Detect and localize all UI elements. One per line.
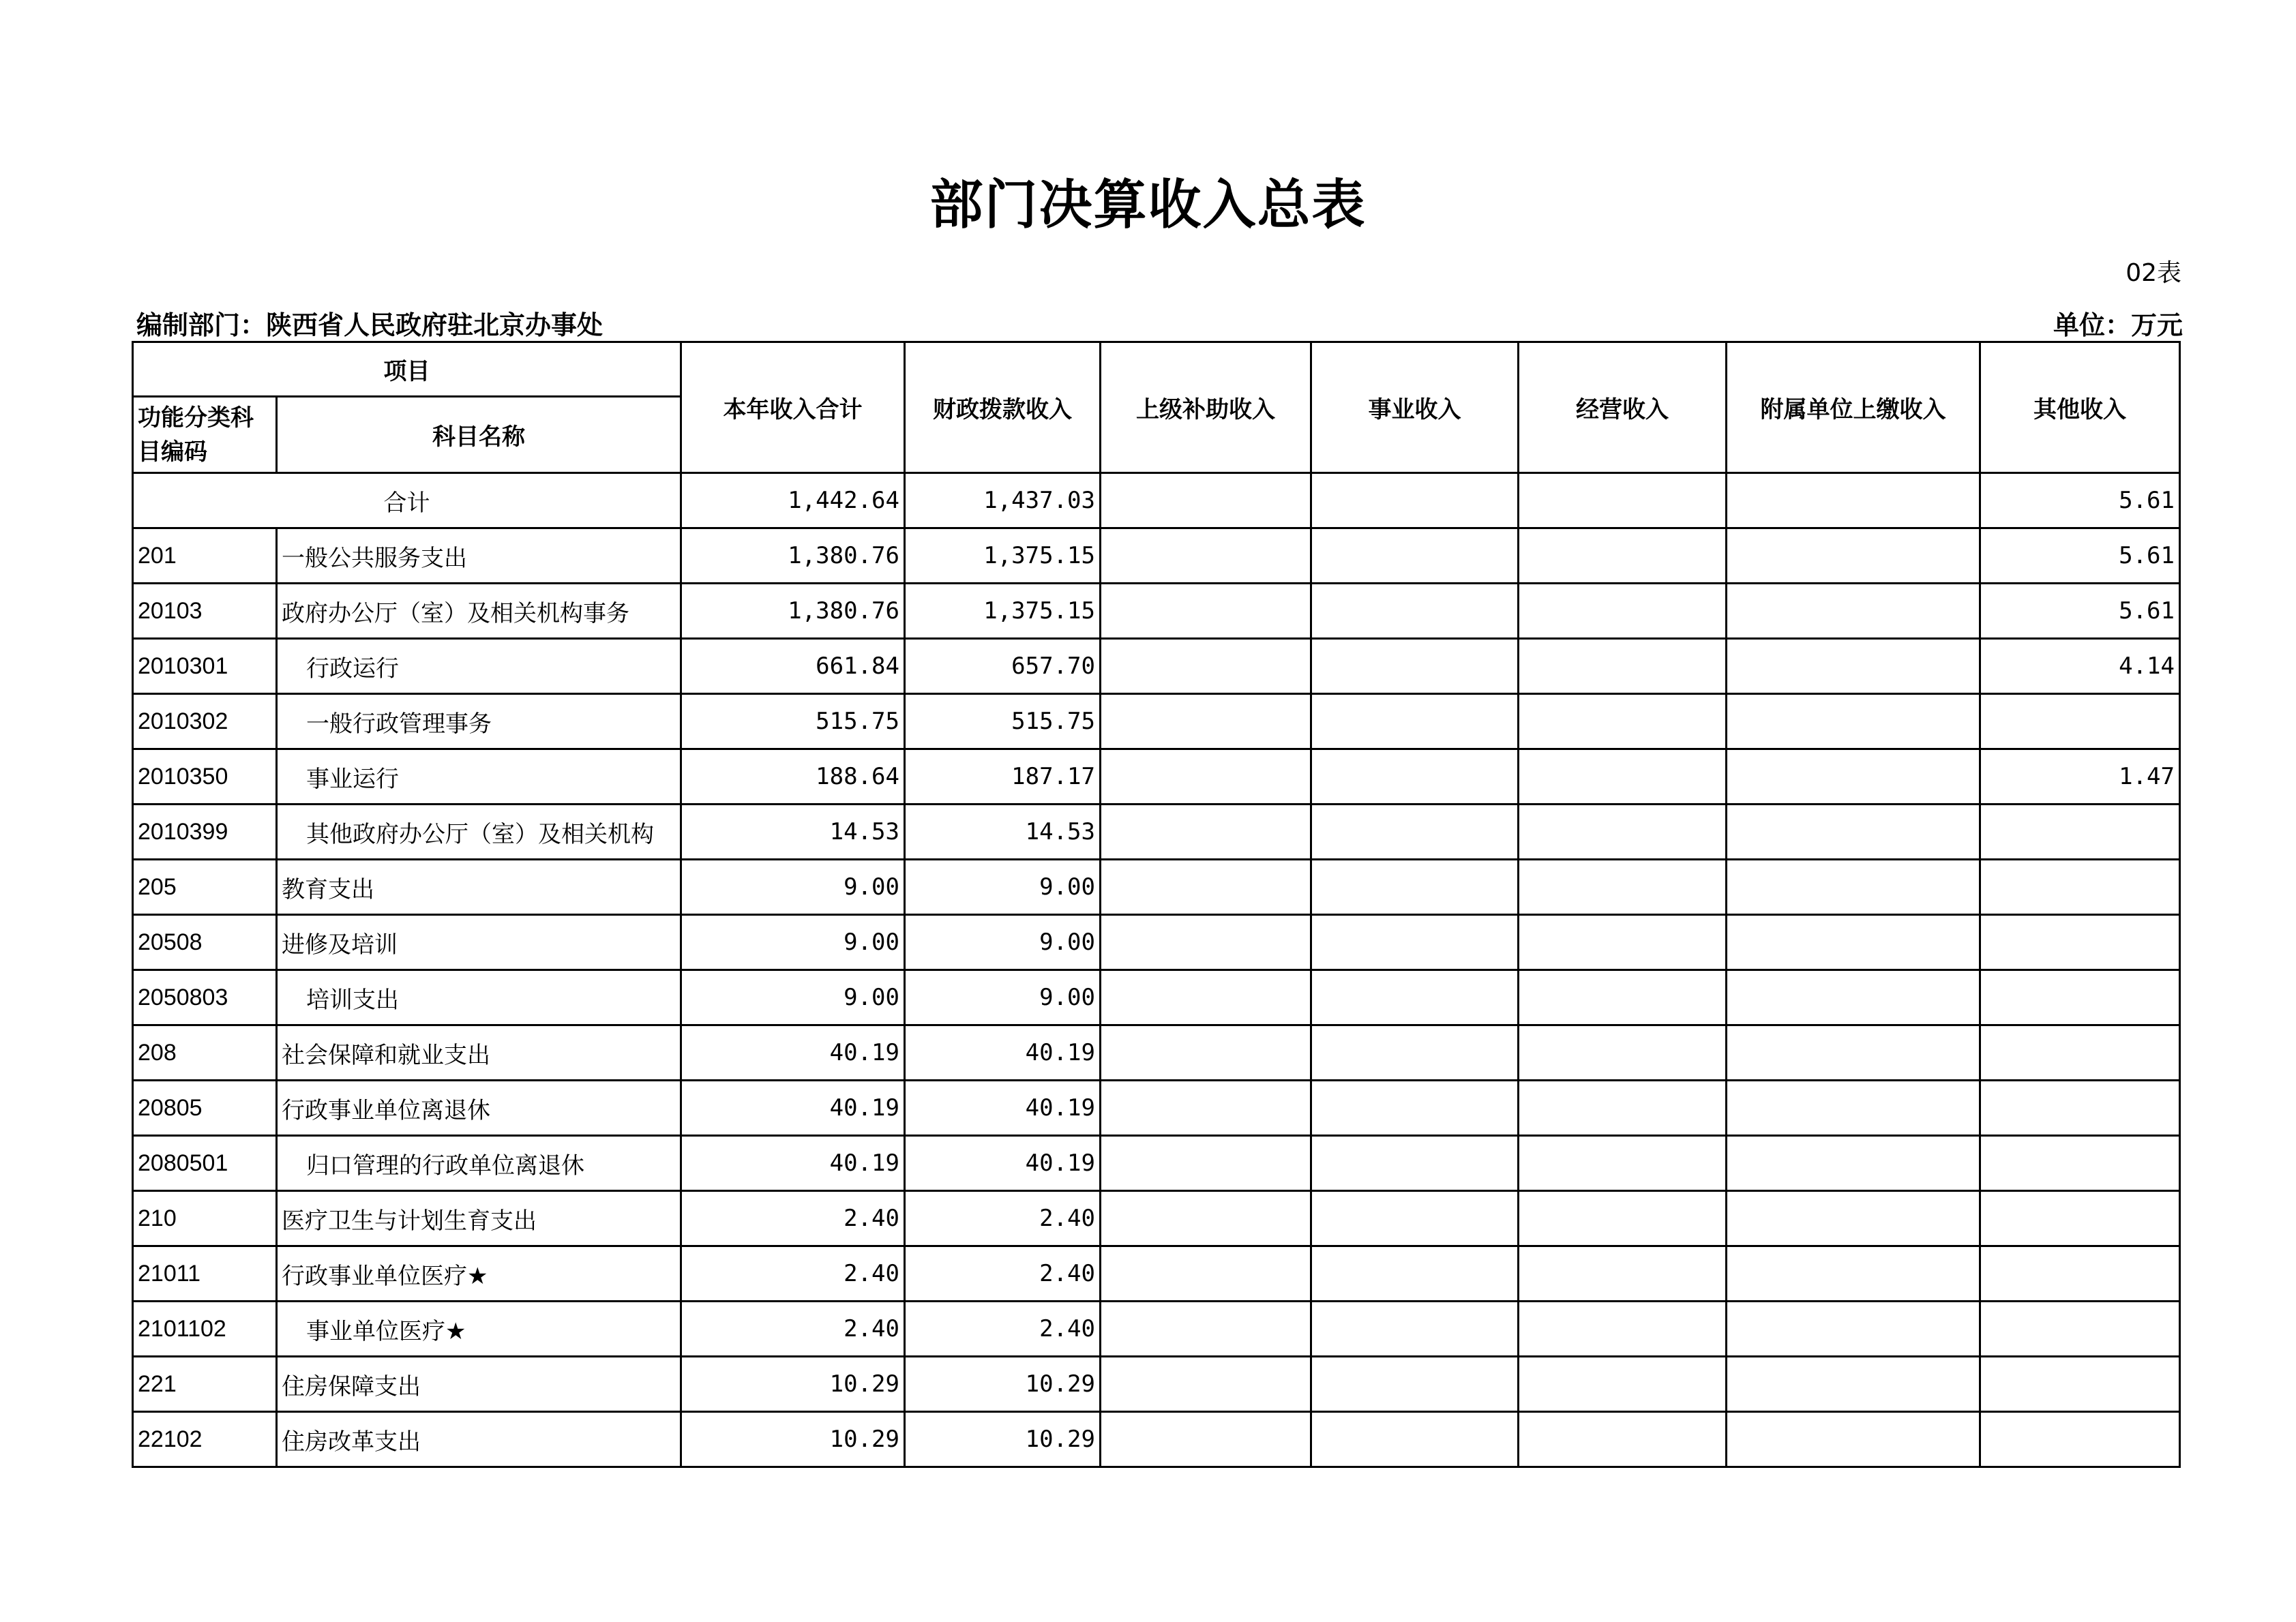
- revenue-summary-table: [132, 341, 2181, 1468]
- total-other: 5.61: [1980, 473, 2180, 528]
- row-operating: [1519, 528, 1727, 584]
- row-affiliate: [1727, 528, 1980, 584]
- row-total: 2.40: [681, 1191, 905, 1246]
- row-fiscal: 40.19: [905, 1081, 1101, 1136]
- row-other: [1980, 1246, 2180, 1302]
- total-row: [133, 473, 2180, 528]
- row-total: 10.29: [681, 1357, 905, 1412]
- total-affiliate: [1727, 473, 1980, 528]
- row-other: 5.61: [1980, 528, 2180, 584]
- row-fiscal: 2.40: [905, 1191, 1101, 1246]
- row-affiliate: [1727, 1081, 1980, 1136]
- row-superior: [1101, 1412, 1311, 1467]
- row-operating: [1519, 749, 1727, 805]
- row-other: [1980, 1191, 2180, 1246]
- row-code: 2010350: [133, 749, 277, 805]
- header-superior: 上级补助收入: [1101, 342, 1311, 473]
- row-name: 事业运行: [277, 749, 681, 805]
- row-superior: [1101, 1136, 1311, 1191]
- row-operating: [1519, 1412, 1727, 1467]
- row-fiscal: 9.00: [905, 915, 1101, 970]
- row-operating: [1519, 584, 1727, 639]
- row-business: [1311, 1136, 1519, 1191]
- row-business: [1311, 694, 1519, 749]
- total-label: 合计: [133, 473, 681, 528]
- row-name: 归口管理的行政单位离退休: [277, 1136, 681, 1191]
- table-row: [133, 1412, 2180, 1467]
- table-row: [133, 1081, 2180, 1136]
- row-superior: [1101, 805, 1311, 860]
- table-row: [133, 1025, 2180, 1081]
- row-total: 10.29: [681, 1412, 905, 1467]
- row-code: 22102: [133, 1412, 277, 1467]
- row-superior: [1101, 860, 1311, 915]
- row-affiliate: [1727, 639, 1980, 694]
- row-affiliate: [1727, 970, 1980, 1025]
- row-code: 2101102: [133, 1302, 277, 1357]
- row-business: [1311, 528, 1519, 584]
- row-operating: [1519, 1136, 1727, 1191]
- row-fiscal: 40.19: [905, 1025, 1101, 1081]
- row-affiliate: [1727, 749, 1980, 805]
- row-other: [1980, 1081, 2180, 1136]
- row-superior: [1101, 528, 1311, 584]
- table-row: [133, 1136, 2180, 1191]
- row-total: 14.53: [681, 805, 905, 860]
- row-total: 40.19: [681, 1136, 905, 1191]
- row-other: [1980, 1357, 2180, 1412]
- row-affiliate: [1727, 1191, 1980, 1246]
- row-name: 住房保障支出: [277, 1357, 681, 1412]
- row-fiscal: 10.29: [905, 1412, 1101, 1467]
- table-row: [133, 584, 2180, 639]
- row-other: [1980, 970, 2180, 1025]
- row-superior: [1101, 915, 1311, 970]
- total-business: [1311, 473, 1519, 528]
- row-name: 一般公共服务支出: [277, 528, 681, 584]
- row-operating: [1519, 1357, 1727, 1412]
- row-name: 社会保障和就业支出: [277, 1025, 681, 1081]
- row-business: [1311, 1246, 1519, 1302]
- table-row: [133, 639, 2180, 694]
- department-label: 编制部门：陕西省人民政府驻北京办事处: [136, 310, 603, 340]
- table-row: [133, 915, 2180, 970]
- row-code: 210: [133, 1191, 277, 1246]
- table-row: [133, 694, 2180, 749]
- row-affiliate: [1727, 1302, 1980, 1357]
- row-superior: [1101, 1302, 1311, 1357]
- row-total: 661.84: [681, 639, 905, 694]
- row-fiscal: 2.40: [905, 1302, 1101, 1357]
- table-row: [133, 749, 2180, 805]
- table-row: [133, 1191, 2180, 1246]
- row-name: 住房改革支出: [277, 1412, 681, 1467]
- header-business: 事业收入: [1311, 342, 1519, 473]
- row-code: 20805: [133, 1081, 277, 1136]
- row-fiscal: 1,375.15: [905, 584, 1101, 639]
- row-code: 2010301: [133, 639, 277, 694]
- row-other: 4.14: [1980, 639, 2180, 694]
- row-superior: [1101, 970, 1311, 1025]
- row-business: [1311, 1412, 1519, 1467]
- row-business: [1311, 639, 1519, 694]
- unit-label: 单位：万元: [2053, 310, 2183, 340]
- row-business: [1311, 1302, 1519, 1357]
- row-code: 20103: [133, 584, 277, 639]
- page-title: 部门决算收入总表: [929, 175, 1367, 236]
- header-row-1: [133, 342, 2180, 397]
- row-other: [1980, 1025, 2180, 1081]
- row-total: 9.00: [681, 860, 905, 915]
- row-total: 188.64: [681, 749, 905, 805]
- row-fiscal: 2.40: [905, 1246, 1101, 1302]
- row-business: [1311, 1081, 1519, 1136]
- table-row: [133, 528, 2180, 584]
- row-fiscal: 657.70: [905, 639, 1101, 694]
- row-business: [1311, 1025, 1519, 1081]
- row-operating: [1519, 1025, 1727, 1081]
- header-affiliate: 附属单位上缴收入: [1727, 342, 1980, 473]
- row-other: [1980, 1412, 2180, 1467]
- row-fiscal: 10.29: [905, 1357, 1101, 1412]
- header-other: 其他收入: [1980, 342, 2180, 473]
- row-affiliate: [1727, 1357, 1980, 1412]
- header-total: 本年收入合计: [681, 342, 905, 473]
- table-row: [133, 1302, 2180, 1357]
- row-other: [1980, 805, 2180, 860]
- row-code: 205: [133, 860, 277, 915]
- row-superior: [1101, 584, 1311, 639]
- table-row: [133, 1246, 2180, 1302]
- row-superior: [1101, 1191, 1311, 1246]
- row-code: 2080501: [133, 1136, 277, 1191]
- table-row: [133, 805, 2180, 860]
- row-fiscal: 9.00: [905, 860, 1101, 915]
- row-code: 2010399: [133, 805, 277, 860]
- row-fiscal: 515.75: [905, 694, 1101, 749]
- row-operating: [1519, 1081, 1727, 1136]
- row-affiliate: [1727, 1025, 1980, 1081]
- row-total: 9.00: [681, 915, 905, 970]
- row-total: 40.19: [681, 1025, 905, 1081]
- total-fiscal: 1,437.03: [905, 473, 1101, 528]
- header-code: 功能分类科目编码: [133, 397, 277, 473]
- row-code: 201: [133, 528, 277, 584]
- row-total: 40.19: [681, 1081, 905, 1136]
- row-name: 培训支出: [277, 970, 681, 1025]
- row-name: 一般行政管理事务: [277, 694, 681, 749]
- row-name: 行政运行: [277, 639, 681, 694]
- row-operating: [1519, 860, 1727, 915]
- row-operating: [1519, 915, 1727, 970]
- row-business: [1311, 749, 1519, 805]
- total-operating: [1519, 473, 1727, 528]
- row-superior: [1101, 1357, 1311, 1412]
- row-total: 1,380.76: [681, 528, 905, 584]
- row-other: 5.61: [1980, 584, 2180, 639]
- table-row: [133, 860, 2180, 915]
- row-fiscal: 9.00: [905, 970, 1101, 1025]
- row-other: [1980, 860, 2180, 915]
- form-number: 02表: [2126, 259, 2181, 287]
- row-affiliate: [1727, 860, 1980, 915]
- row-fiscal: 14.53: [905, 805, 1101, 860]
- row-operating: [1519, 1302, 1727, 1357]
- row-other: 1.47: [1980, 749, 2180, 805]
- row-operating: [1519, 970, 1727, 1025]
- row-operating: [1519, 1246, 1727, 1302]
- row-name: 其他政府办公厅（室）及相关机构: [277, 805, 681, 860]
- row-total: 1,380.76: [681, 584, 905, 639]
- row-superior: [1101, 749, 1311, 805]
- header-name: 科目名称: [277, 397, 681, 473]
- row-code: 208: [133, 1025, 277, 1081]
- row-name: 事业单位医疗★: [277, 1302, 681, 1357]
- row-total: 2.40: [681, 1246, 905, 1302]
- row-total: 515.75: [681, 694, 905, 749]
- row-affiliate: [1727, 915, 1980, 970]
- row-fiscal: 40.19: [905, 1136, 1101, 1191]
- row-affiliate: [1727, 1246, 1980, 1302]
- row-affiliate: [1727, 1412, 1980, 1467]
- row-business: [1311, 1191, 1519, 1246]
- row-name: 教育支出: [277, 860, 681, 915]
- row-code: 21011: [133, 1246, 277, 1302]
- row-other: [1980, 915, 2180, 970]
- row-code: 2010302: [133, 694, 277, 749]
- table-row: [133, 1357, 2180, 1412]
- row-code: 20508: [133, 915, 277, 970]
- row-superior: [1101, 1081, 1311, 1136]
- row-affiliate: [1727, 694, 1980, 749]
- row-operating: [1519, 694, 1727, 749]
- row-business: [1311, 1357, 1519, 1412]
- row-name: 进修及培训: [277, 915, 681, 970]
- header-item: 项目: [133, 342, 681, 397]
- row-name: 行政事业单位离退休: [277, 1081, 681, 1136]
- row-superior: [1101, 694, 1311, 749]
- row-affiliate: [1727, 584, 1980, 639]
- row-operating: [1519, 639, 1727, 694]
- row-business: [1311, 970, 1519, 1025]
- row-fiscal: 187.17: [905, 749, 1101, 805]
- row-affiliate: [1727, 805, 1980, 860]
- row-business: [1311, 805, 1519, 860]
- row-business: [1311, 860, 1519, 915]
- row-affiliate: [1727, 1136, 1980, 1191]
- row-code: 221: [133, 1357, 277, 1412]
- row-business: [1311, 915, 1519, 970]
- row-name: 行政事业单位医疗★: [277, 1246, 681, 1302]
- row-total: 9.00: [681, 970, 905, 1025]
- row-other: [1980, 1302, 2180, 1357]
- total-total: 1,442.64: [681, 473, 905, 528]
- row-other: [1980, 694, 2180, 749]
- row-operating: [1519, 1191, 1727, 1246]
- header-fiscal: 财政拨款收入: [905, 342, 1101, 473]
- row-total: 2.40: [681, 1302, 905, 1357]
- row-name: 医疗卫生与计划生育支出: [277, 1191, 681, 1246]
- row-code: 2050803: [133, 970, 277, 1025]
- row-fiscal: 1,375.15: [905, 528, 1101, 584]
- table-row: [133, 970, 2180, 1025]
- header-operating: 经营收入: [1519, 342, 1727, 473]
- row-superior: [1101, 639, 1311, 694]
- row-other: [1980, 1136, 2180, 1191]
- row-superior: [1101, 1246, 1311, 1302]
- row-operating: [1519, 805, 1727, 860]
- total-superior: [1101, 473, 1311, 528]
- row-business: [1311, 584, 1519, 639]
- row-name: 政府办公厅（室）及相关机构事务: [277, 584, 681, 639]
- row-superior: [1101, 1025, 1311, 1081]
